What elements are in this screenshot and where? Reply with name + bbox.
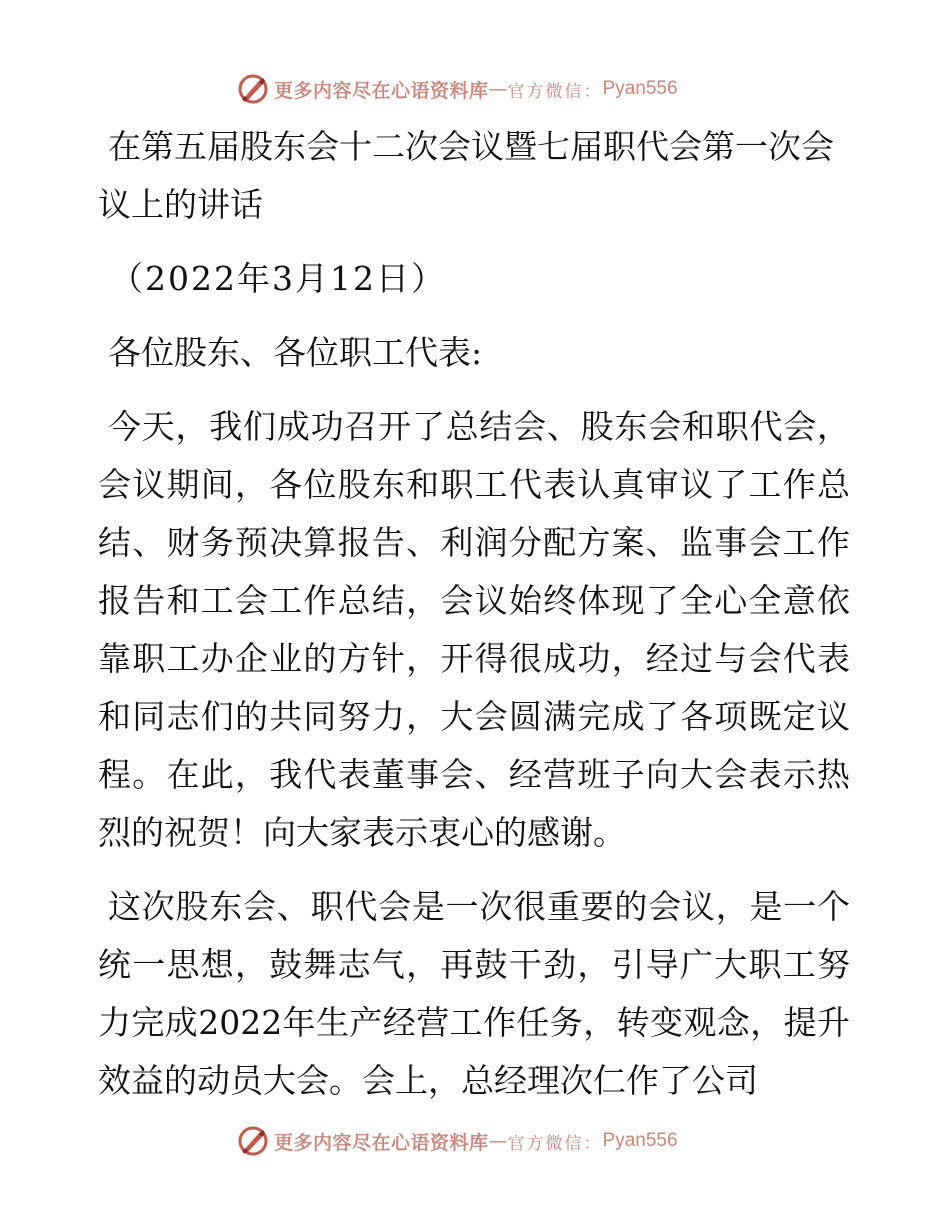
- paragraph: 今天，我们成功召开了总结会、股东会和职代会，会议期间，各位股东和职工代表认真审议了工作总结、财务预决算报告、利润分配方案、监事会工作报告和工会工作总结，会议始终体现了全心全意依靠职工办企业的方针，开得很成功，经过与会代表和同志们的共同努力，大会圆满完成了各项既定议程。在此，我代表董事会、经营班子向大会表示热烈的祝贺！向大家表示衷心的感谢。: [98, 407, 850, 852]
- watermark-main-text: 更多内容尽在心语资料库: [274, 1131, 489, 1154]
- watermark-main-text: 更多内容尽在心语资料库: [274, 79, 489, 102]
- pen-logo-icon: [236, 1124, 270, 1158]
- watermark-header: [236, 72, 716, 106]
- watermark-account: Pyan556: [602, 1130, 678, 1151]
- speech-salutation: 各位股东、各位职工代表:: [108, 333, 483, 372]
- watermark-account: Pyan556: [602, 78, 678, 99]
- watermark-dash: —: [488, 78, 508, 100]
- speech-date: （2022年3月12日）: [110, 259, 446, 298]
- watermark-footer: [236, 1124, 716, 1158]
- paragraph: 这次股东会、职代会是一次很重要的会议，是一个统一思想，鼓舞志气，再鼓干劲，引导广大职工努力完成2022年生产经营工作任务，转变观念，提升效益的动员大会。会上，总经理次仁作了公司: [98, 887, 850, 1100]
- speech-title: 在第五届股东会十二次会议暨七届职代会第一次会议上的讲话: [98, 127, 834, 224]
- watermark-label: 官方微信：: [507, 81, 603, 102]
- pen-logo-icon: [236, 72, 270, 106]
- watermark-dash: —: [488, 1130, 508, 1152]
- watermark-label: 官方微信：: [507, 1133, 603, 1154]
- document-body: [98, 118, 850, 1126]
